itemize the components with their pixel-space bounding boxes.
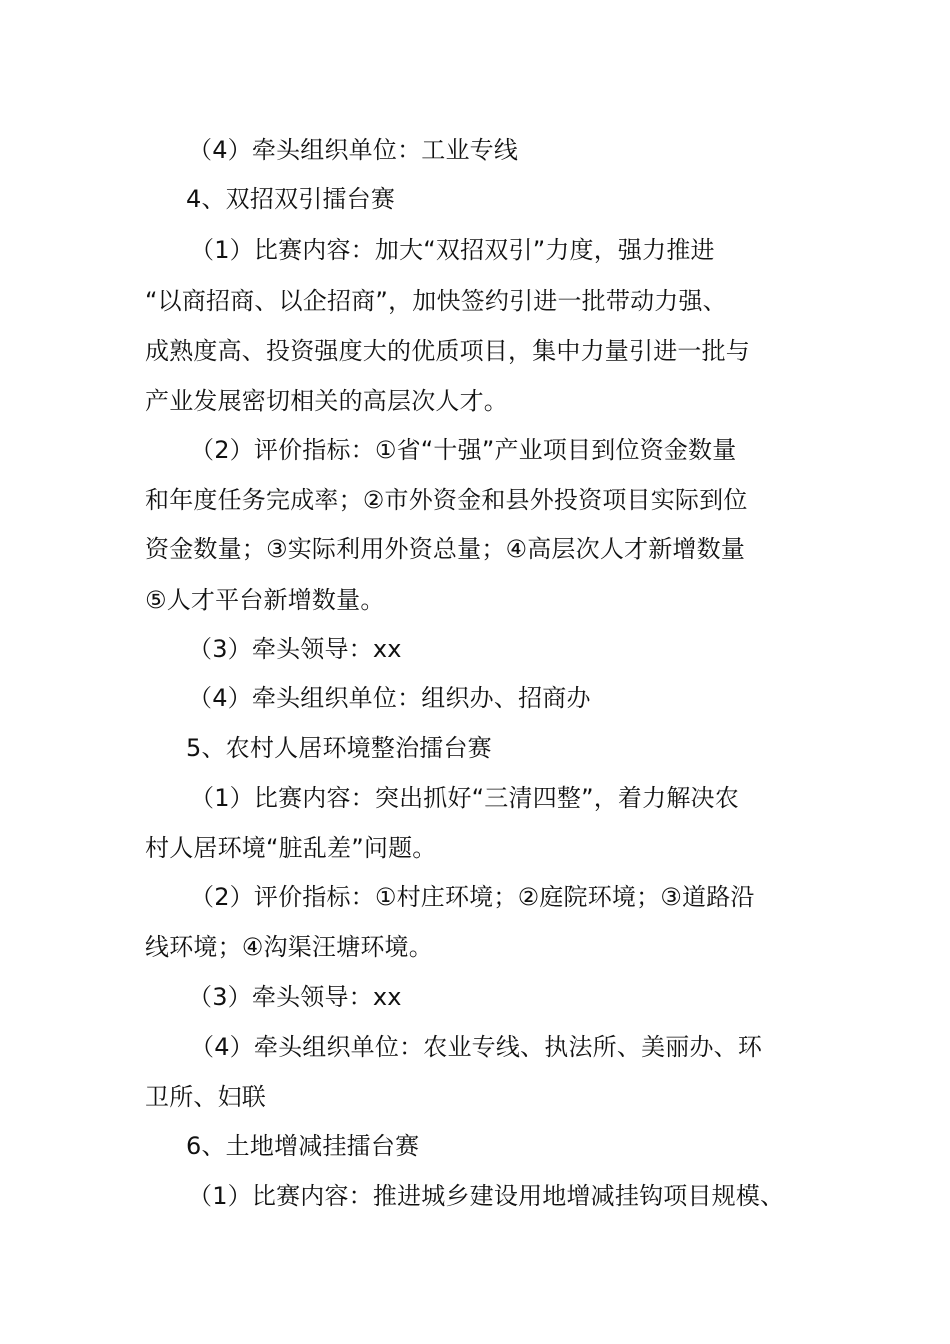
section-5-indicators-line-1: （2）评价指标：①村庄环境；②庭院环境；③道路沿: [190, 883, 755, 911]
section-4-heading: 4、双招双引擂台赛: [186, 185, 396, 213]
section-4-content-line-4: 产业发展密切相关的高层次人才。: [145, 387, 508, 415]
section-4-indicators-line-4: ⑤人才平台新增数量。: [145, 586, 385, 614]
section-4-lead-unit: （4）牵头组织单位：组织办、招商办: [188, 684, 591, 712]
section-4-content-line-2: “以商招商、以企招商”，加快签约引进一批带动力强、: [145, 287, 727, 315]
section-5-lead-unit-line-1: （4）牵头组织单位：农业专线、执法所、美丽办、环: [190, 1033, 763, 1061]
section-4-content-line-3: 成熟度高、投资强度大的优质项目，集中力量引进一批与: [145, 337, 750, 365]
section-6-content-line-1: （1）比赛内容：推进城乡建设用地增减挂钩项目规模、: [188, 1182, 785, 1210]
section-4-indicators-line-2: 和年度任务完成率；②市外资金和县外投资项目实际到位: [145, 486, 748, 514]
section-5-content-line-1: （1）比赛内容：突出抓好“三清四整”，着力解决农: [190, 784, 739, 812]
section-5-lead-unit-line-2: 卫所、妇联: [145, 1083, 266, 1111]
section-6-heading: 6、土地增减挂擂台赛: [186, 1132, 420, 1160]
section-4-indicators-line-3: 资金数量；③实际利用外资总量；④高层次人才新增数量: [145, 535, 746, 563]
section-5-content-line-2: 村人居环境“脏乱差”问题。: [145, 834, 437, 862]
section-4-lead-leader: （3）牵头领导：xx: [188, 635, 402, 663]
section-5-indicators-line-2: 线环境；④沟渠汪塘环境。: [145, 933, 433, 961]
section-4-content-line-1: （1）比赛内容：加大“双招双引”力度，强力推进: [190, 236, 715, 264]
section-5-heading: 5、农村人居环境整治擂台赛: [186, 734, 492, 762]
section-5-lead-leader: （3）牵头领导：xx: [188, 983, 402, 1011]
item-4-lead-unit: （4）牵头组织单位：工业专线: [188, 136, 519, 164]
section-4-indicators-line-1: （2）评价指标：①省“十强”产业项目到位资金数量: [190, 436, 737, 464]
